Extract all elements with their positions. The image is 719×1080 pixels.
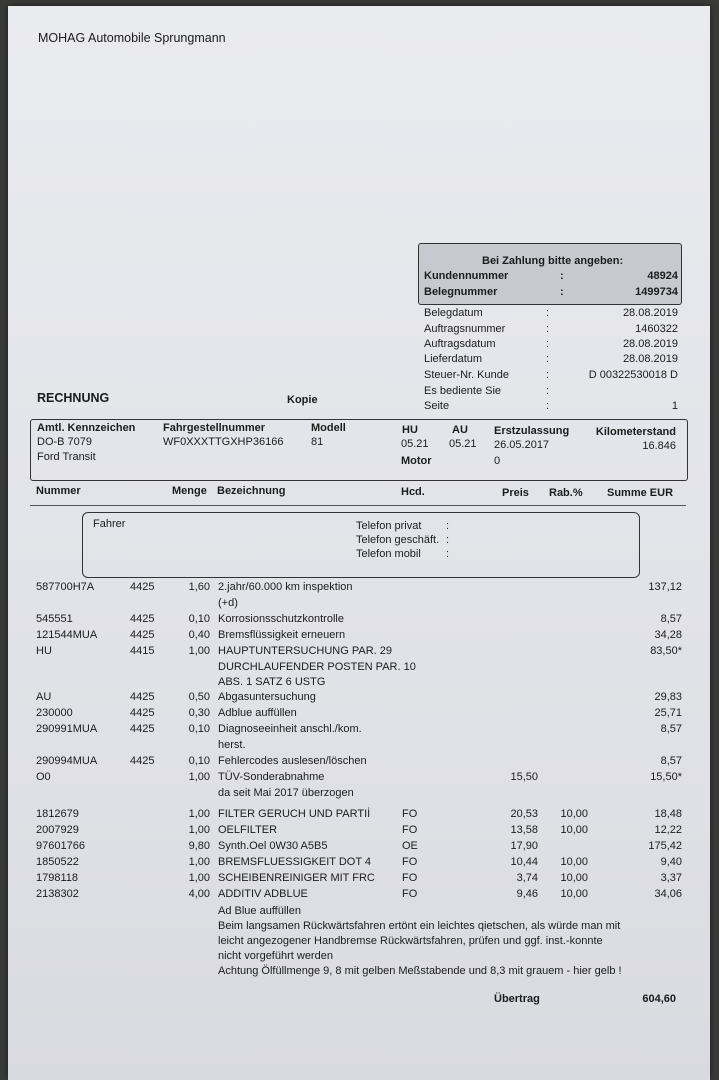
item-rabatt: 10,00 bbox=[560, 824, 588, 836]
item-summe: 34,06 bbox=[654, 888, 682, 900]
table-row bbox=[36, 579, 680, 595]
item-menge: 4,00 bbox=[188, 888, 210, 900]
item-menge: 9,80 bbox=[188, 840, 210, 852]
item-menge: 1,00 bbox=[188, 856, 210, 868]
item-bezeichnung: TÜV-Sonderabnahme bbox=[218, 771, 325, 783]
table-row bbox=[36, 627, 680, 643]
item-gruppe: 4425 bbox=[130, 613, 155, 625]
note-line: Beim langsamen Rückwärtsfahren ertönt ein leichtes qietschen, als würde man mit bbox=[218, 920, 621, 932]
kilometerstand-value: 16.846 bbox=[642, 440, 676, 452]
item-menge: 1,00 bbox=[188, 824, 210, 836]
item-bezeichnung: Korrosionsschutzkontrolle bbox=[218, 613, 344, 625]
payment-row-colon: : bbox=[560, 286, 564, 298]
item-bezeichnung: DURCHLAUFENDER POSTEN PAR. 10 bbox=[218, 661, 416, 673]
info-colon: : bbox=[546, 323, 550, 335]
modell-label: Modell bbox=[311, 422, 346, 434]
col-header-nummer: Nummer bbox=[36, 485, 81, 497]
info-colon: : bbox=[546, 338, 550, 350]
table-row bbox=[36, 854, 680, 870]
hu-value: 05.21 bbox=[401, 438, 429, 450]
info-value: 28.08.2019 bbox=[622, 353, 678, 365]
item-nummer: 97601766 bbox=[36, 840, 85, 852]
item-bezeichnung: Diagnoseeinheit anschl./kom. bbox=[218, 723, 362, 735]
telefon-geschaeft-colon: : bbox=[446, 534, 450, 546]
note-line: Achtung Ölfüllmenge 9, 8 mit gelben Meßstabende und 8,3 mit grauem - hier gelb ! bbox=[218, 965, 622, 977]
document-type: RECHNUNG bbox=[37, 391, 110, 405]
item-menge: 1,00 bbox=[188, 872, 210, 884]
item-summe: 18,48 bbox=[654, 808, 682, 820]
item-nummer: 1798118 bbox=[36, 872, 79, 884]
col-header-hcd: Hcd. bbox=[401, 486, 425, 498]
header-divider bbox=[30, 505, 686, 506]
item-summe: 8,57 bbox=[660, 723, 682, 735]
item-hcd: FO bbox=[402, 856, 418, 868]
fahrgestell-value: WF0XXXTTGXHP36166 bbox=[163, 436, 284, 448]
table-row bbox=[36, 721, 680, 737]
item-nummer: 545551 bbox=[36, 613, 73, 625]
info-label: Seite bbox=[424, 400, 450, 412]
info-row-lieferdatum bbox=[424, 353, 678, 367]
item-hcd: FO bbox=[402, 824, 418, 836]
item-rabatt: 10,00 bbox=[560, 808, 588, 820]
table-row bbox=[36, 806, 680, 822]
item-nummer: 587700H7A bbox=[36, 581, 95, 593]
info-value: 28.08.2019 bbox=[622, 338, 678, 350]
item-summe: 15,50* bbox=[650, 771, 682, 783]
table-row bbox=[36, 870, 680, 886]
item-summe: 83,50* bbox=[650, 645, 682, 657]
info-row-belegdatum bbox=[424, 307, 678, 321]
telefon-privat-colon: : bbox=[446, 520, 450, 532]
item-nummer: HU bbox=[36, 645, 52, 657]
telefon-geschaeft-label: Telefon geschäft. bbox=[356, 534, 440, 546]
col-header-preis: Preis bbox=[502, 487, 529, 499]
telefon-privat-label: Telefon privat bbox=[356, 520, 422, 532]
table-row bbox=[36, 595, 680, 611]
item-bezeichnung: ADDITIV ADBLUE bbox=[218, 888, 308, 900]
item-bezeichnung: ABS. 1 SATZ 6 USTG bbox=[218, 676, 326, 688]
item-bezeichnung: OELFILTER bbox=[218, 824, 278, 836]
item-menge: 1,00 bbox=[188, 808, 210, 820]
item-nummer: 121544MUA bbox=[36, 629, 98, 641]
fahrgestell-label: Fahrgestellnummer bbox=[163, 422, 266, 434]
au-label: AU bbox=[452, 424, 468, 436]
info-colon: : bbox=[546, 353, 550, 365]
note-line: nicht vorgeführt werden bbox=[218, 950, 333, 962]
item-summe: 137,12 bbox=[648, 581, 682, 593]
item-menge: 0,40 bbox=[188, 629, 210, 641]
hu-label: HU bbox=[402, 424, 418, 436]
note-line: leicht angezogener Handbremse Rückwärtsfahren, prüfen und ggf. inst.-konnte bbox=[218, 935, 603, 947]
item-rabatt: 10,00 bbox=[560, 872, 588, 884]
item-nummer: 290991MUA bbox=[36, 723, 98, 735]
item-rabatt: 10,00 bbox=[560, 888, 588, 900]
item-gruppe: 4425 bbox=[130, 581, 155, 593]
item-nummer: O0 bbox=[36, 771, 51, 783]
erstzulassung-value: 26.05.2017 bbox=[494, 439, 550, 451]
modell-value: 81 bbox=[311, 436, 324, 448]
item-preis: 15,50 bbox=[510, 771, 538, 783]
info-value: 1 bbox=[671, 400, 678, 412]
item-bezeichnung: 2.jahr/60.000 km inspektion bbox=[218, 581, 353, 593]
telefon-mobil-colon: : bbox=[446, 548, 450, 560]
item-summe: 8,57 bbox=[660, 613, 682, 625]
motor-value: 0 bbox=[494, 455, 501, 467]
table-row bbox=[36, 611, 680, 627]
item-hcd: FO bbox=[402, 888, 418, 900]
info-colon: : bbox=[546, 369, 550, 381]
item-hcd: FO bbox=[402, 808, 418, 820]
info-colon: : bbox=[546, 400, 550, 412]
col-header-summe: Summe EUR bbox=[607, 487, 674, 499]
item-summe: 175,42 bbox=[648, 840, 682, 852]
info-colon: : bbox=[546, 385, 550, 397]
item-gruppe: 4425 bbox=[130, 723, 155, 735]
item-gruppe: 4425 bbox=[130, 707, 155, 719]
payment-row-colon: : bbox=[560, 270, 564, 282]
item-bezeichnung: (+d) bbox=[218, 597, 238, 609]
info-value: D 00322530018 D bbox=[588, 369, 678, 381]
carry-value: 604,60 bbox=[642, 993, 676, 1005]
item-summe: 3,37 bbox=[660, 872, 682, 884]
copy-label: Kopie bbox=[287, 394, 318, 406]
payment-row-label: Kundennummer bbox=[424, 270, 509, 282]
info-colon: : bbox=[546, 307, 550, 319]
motor-label: Motor bbox=[401, 455, 432, 467]
item-bezeichnung: Abgasuntersuchung bbox=[218, 691, 316, 703]
info-row-auftragsdatum bbox=[424, 338, 678, 352]
item-summe: 29,83 bbox=[654, 691, 682, 703]
item-preis: 13,58 bbox=[510, 824, 538, 836]
table-row bbox=[36, 705, 680, 721]
item-bezeichnung: BREMSFLUESSIGKEIT DOT 4 bbox=[218, 856, 372, 868]
item-gruppe: 4425 bbox=[130, 629, 155, 641]
item-bezeichnung: FILTER GERUCH UND PARTIİ bbox=[218, 808, 371, 820]
item-bezeichnung: SCHEIBENREINIGER MIT FRC bbox=[218, 872, 375, 884]
item-preis: 20,53 bbox=[510, 808, 538, 820]
col-header-menge: Menge bbox=[172, 485, 207, 497]
item-nummer: 1812679 bbox=[36, 808, 79, 820]
item-menge: 1,00 bbox=[188, 645, 210, 657]
item-menge: 0,50 bbox=[188, 691, 210, 703]
kennzeichen-value: DO-B 7079 bbox=[37, 436, 93, 448]
table-row bbox=[36, 689, 680, 705]
col-header-bezeichnung: Bezeichnung bbox=[217, 485, 286, 497]
item-rabatt: 10,00 bbox=[560, 856, 588, 868]
item-menge: 1,60 bbox=[188, 581, 210, 593]
info-label: Belegdatum bbox=[424, 307, 483, 319]
info-row-auftragsnummer bbox=[424, 323, 678, 337]
item-preis: 9,46 bbox=[516, 888, 538, 900]
item-gruppe: 4425 bbox=[130, 691, 155, 703]
item-preis: 3,74 bbox=[516, 872, 538, 884]
item-nummer: 1850522 bbox=[36, 856, 79, 868]
item-hcd: FO bbox=[402, 872, 418, 884]
table-row bbox=[36, 822, 680, 838]
info-label: Steuer-Nr. Kunde bbox=[424, 369, 509, 381]
item-nummer: AU bbox=[36, 691, 52, 703]
item-bezeichnung: Adblue auffüllen bbox=[218, 707, 297, 719]
item-summe: 25,71 bbox=[654, 707, 682, 719]
item-gruppe: 4425 bbox=[130, 755, 155, 767]
item-bezeichnung: Synth.Oel 0W30 A5B5 bbox=[218, 840, 328, 852]
payment-row-label: Belegnummer bbox=[424, 286, 498, 298]
info-label: Lieferdatum bbox=[424, 353, 483, 365]
item-bezeichnung: HAUPTUNTERSUCHUNG PAR. 29 bbox=[218, 645, 392, 657]
payment-row-kundennummer bbox=[424, 270, 678, 284]
table-row bbox=[36, 838, 680, 854]
item-summe: 12,22 bbox=[654, 824, 682, 836]
fahrer-label: Fahrer bbox=[93, 518, 126, 530]
item-hcd: OE bbox=[402, 840, 418, 852]
item-gruppe: 4415 bbox=[130, 645, 155, 657]
item-menge: 0,30 bbox=[188, 707, 210, 719]
note-line: Ad Blue auffüllen bbox=[218, 905, 301, 917]
table-row bbox=[36, 674, 680, 690]
item-preis: 10,44 bbox=[510, 856, 538, 868]
payment-row-value: 1499734 bbox=[635, 286, 678, 298]
payment-row-belegnummer bbox=[424, 286, 678, 300]
item-nummer: 2007929 bbox=[36, 824, 79, 836]
table-row bbox=[36, 737, 680, 753]
company-name: MOHAG Automobile Sprungmann bbox=[38, 31, 226, 45]
erstzulassung-label: Erstzulassung bbox=[494, 425, 570, 437]
invoice-paper bbox=[8, 6, 710, 1080]
vehicle-type: Ford Transit bbox=[37, 451, 96, 463]
item-bezeichnung: Fehlercodes auslesen/löschen bbox=[218, 755, 367, 767]
table-row bbox=[36, 886, 680, 902]
info-label: Auftragsnummer bbox=[424, 323, 506, 335]
info-row-bediener bbox=[424, 385, 678, 399]
table-row bbox=[36, 769, 680, 785]
table-row bbox=[36, 659, 680, 675]
item-summe: 9,40 bbox=[660, 856, 682, 868]
item-menge: 0,10 bbox=[188, 755, 210, 767]
payment-box-title: Bei Zahlung bitte angeben: bbox=[482, 255, 624, 267]
item-nummer: 230000 bbox=[36, 707, 73, 719]
table-row bbox=[36, 785, 680, 801]
info-label: Es bediente Sie bbox=[424, 385, 502, 397]
payment-row-value: 48924 bbox=[647, 270, 678, 282]
info-row-steuernummer bbox=[424, 369, 678, 383]
item-menge: 0,10 bbox=[188, 613, 210, 625]
info-row-seite bbox=[424, 400, 678, 414]
col-header-rabatt: Rab.% bbox=[549, 487, 583, 499]
item-bezeichnung: Bremsflüssigkeit erneuern bbox=[218, 629, 346, 641]
table-row bbox=[36, 643, 680, 659]
kennzeichen-label: Amtl. Kennzeichen bbox=[37, 422, 136, 434]
item-menge: 1,00 bbox=[188, 771, 210, 783]
item-bezeichnung: herst. bbox=[218, 739, 246, 751]
item-summe: 8,57 bbox=[660, 755, 682, 767]
item-nummer: 290994MUA bbox=[36, 755, 98, 767]
info-value: 1460322 bbox=[635, 323, 678, 335]
carry-label: Übertrag bbox=[494, 993, 540, 1005]
item-bezeichnung: da seit Mai 2017 überzogen bbox=[218, 787, 354, 799]
kilometerstand-label: Kilometerstand bbox=[595, 426, 676, 438]
item-nummer: 2138302 bbox=[36, 888, 79, 900]
item-summe: 34,28 bbox=[654, 629, 682, 641]
au-value: 05.21 bbox=[449, 438, 477, 450]
info-value: 28.08.2019 bbox=[622, 307, 678, 319]
item-menge: 0,10 bbox=[188, 723, 210, 735]
table-row bbox=[36, 753, 680, 769]
item-preis: 17,90 bbox=[510, 840, 538, 852]
info-label: Auftragsdatum bbox=[424, 338, 496, 350]
telefon-mobil-label: Telefon mobil bbox=[356, 548, 421, 560]
